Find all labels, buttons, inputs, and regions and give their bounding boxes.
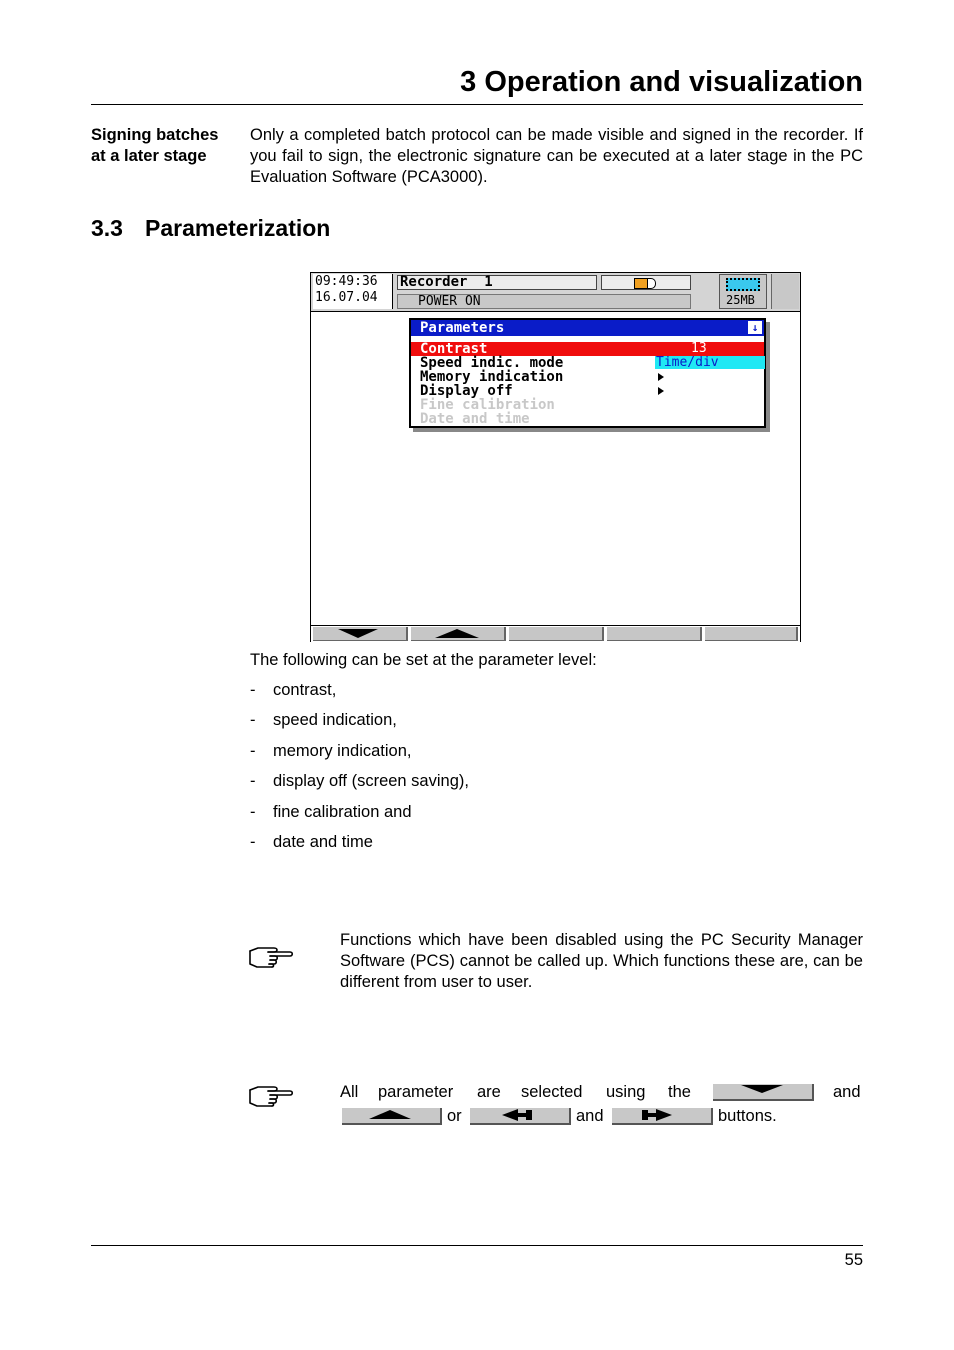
chapter-title: 3 Operation and visualization [460, 66, 863, 98]
down-arrow-icon [338, 629, 378, 638]
list-marker: - [250, 711, 256, 729]
note-word-buttons: buttons. [718, 1107, 777, 1125]
pointing-hand-icon [248, 942, 294, 970]
list-item-text: memory indication, [273, 742, 412, 760]
softkey-down[interactable] [313, 627, 408, 641]
battery-tip-icon [648, 278, 656, 289]
list-item-text: display off (screen saving), [273, 772, 469, 790]
softkey-4[interactable] [607, 627, 702, 641]
note-word: All [340, 1083, 359, 1101]
up-arrow-icon [369, 1110, 411, 1119]
note-word: are [477, 1083, 501, 1101]
list-marker: - [250, 742, 256, 760]
menu-item-fine-calibration: Fine calibration [420, 397, 555, 413]
status-bar-right-panel [771, 274, 799, 309]
softkey-up[interactable] [411, 627, 506, 641]
note-word-or: or [447, 1107, 462, 1125]
section-title: Parameterization [145, 215, 331, 241]
up-button[interactable] [342, 1108, 442, 1125]
left-button[interactable] [470, 1108, 571, 1125]
parameters-menu [409, 318, 766, 428]
parameter-intro: The following can be set at the parameter level: [250, 651, 597, 669]
security-note: Functions which have been disabled using the PC Security Manager Software (PCS) cannot be called up. Which functions these are, can be different from user to user. [340, 931, 863, 991]
menu-title [411, 320, 764, 336]
down-arrow-icon [741, 1085, 783, 1093]
down-arrow-icon[interactable]: ↓ [748, 321, 762, 334]
list-item-text: fine calibration and [273, 803, 412, 821]
battery-icon [634, 278, 648, 289]
up-arrow-icon [435, 629, 479, 638]
speed-indic-value: Time/div [655, 356, 765, 369]
signing-paragraph: Only a completed batch protocol can be made visible and signed in the recorder. If you fail to sign, the electronic signature can be executed at a later stage in the PC Evaluation Software (PCA3000). [250, 126, 863, 186]
status-text: POWER ON [397, 294, 691, 309]
list-marker: - [250, 833, 256, 851]
memory-indicator [719, 274, 767, 309]
menu-title-label: Parameters [420, 320, 505, 336]
list-item [250, 771, 469, 792]
softkey-bar [311, 625, 800, 642]
footer-divider [91, 1245, 863, 1246]
margin-heading-line2: at a later stage [91, 147, 207, 165]
header-divider [91, 104, 863, 105]
status-bar [311, 273, 800, 312]
page-number: 55 [844, 1251, 863, 1269]
list-item [250, 832, 373, 853]
recorder-name: Recorder 1 [397, 275, 597, 290]
margin-heading-line1: Signing batches [91, 126, 219, 144]
menu-item-display-off[interactable]: Display off [420, 383, 513, 399]
menu-item-date-and-time: Date and time [420, 411, 530, 427]
list-item [250, 802, 412, 823]
battery-box [601, 275, 691, 290]
list-item-text: contrast, [273, 681, 337, 699]
navigation-note-line1 [340, 1082, 863, 1104]
softkey-5[interactable] [705, 627, 798, 641]
pointing-hand-icon [248, 1081, 294, 1109]
section-heading [91, 215, 330, 242]
down-button[interactable] [713, 1084, 814, 1101]
list-marker: - [250, 772, 256, 790]
list-item [250, 741, 411, 762]
softkey-3[interactable] [509, 627, 604, 641]
submenu-arrow-icon [658, 373, 664, 381]
contrast-value: 13 [691, 341, 707, 356]
clock-display [313, 274, 393, 309]
section-number: 3.3 [91, 215, 123, 241]
note-word: parameter [378, 1083, 454, 1101]
left-arrow-icon [500, 1109, 534, 1121]
menu-item-memory-indication[interactable]: Memory indication [420, 369, 564, 385]
note-word: using [606, 1083, 646, 1101]
memory-card-icon [726, 278, 760, 291]
recorder-screen [310, 272, 801, 642]
right-button[interactable] [612, 1108, 713, 1125]
list-item-text: speed indication, [273, 711, 397, 729]
note-word-and: and [576, 1107, 604, 1125]
memory-label: 25MB [726, 293, 755, 307]
note-word-and: and [833, 1083, 861, 1101]
note-word: selected [521, 1083, 583, 1101]
navigation-note-line2 [340, 1106, 863, 1128]
menu-item-contrast[interactable]: Contrast [411, 342, 764, 356]
margin-heading [91, 125, 241, 167]
right-arrow-icon [640, 1109, 674, 1121]
list-item [250, 680, 336, 701]
note-word: the [668, 1083, 691, 1101]
list-item [250, 710, 397, 731]
submenu-arrow-icon [658, 387, 664, 395]
clock-date: 16.07.04 [315, 290, 378, 305]
list-marker: - [250, 803, 256, 821]
list-item-text: date and time [273, 833, 373, 851]
list-marker: - [250, 681, 256, 699]
menu-item-speed-indic-mode[interactable]: Speed indic. mode [420, 355, 564, 371]
clock-time: 09:49:36 [315, 274, 378, 289]
